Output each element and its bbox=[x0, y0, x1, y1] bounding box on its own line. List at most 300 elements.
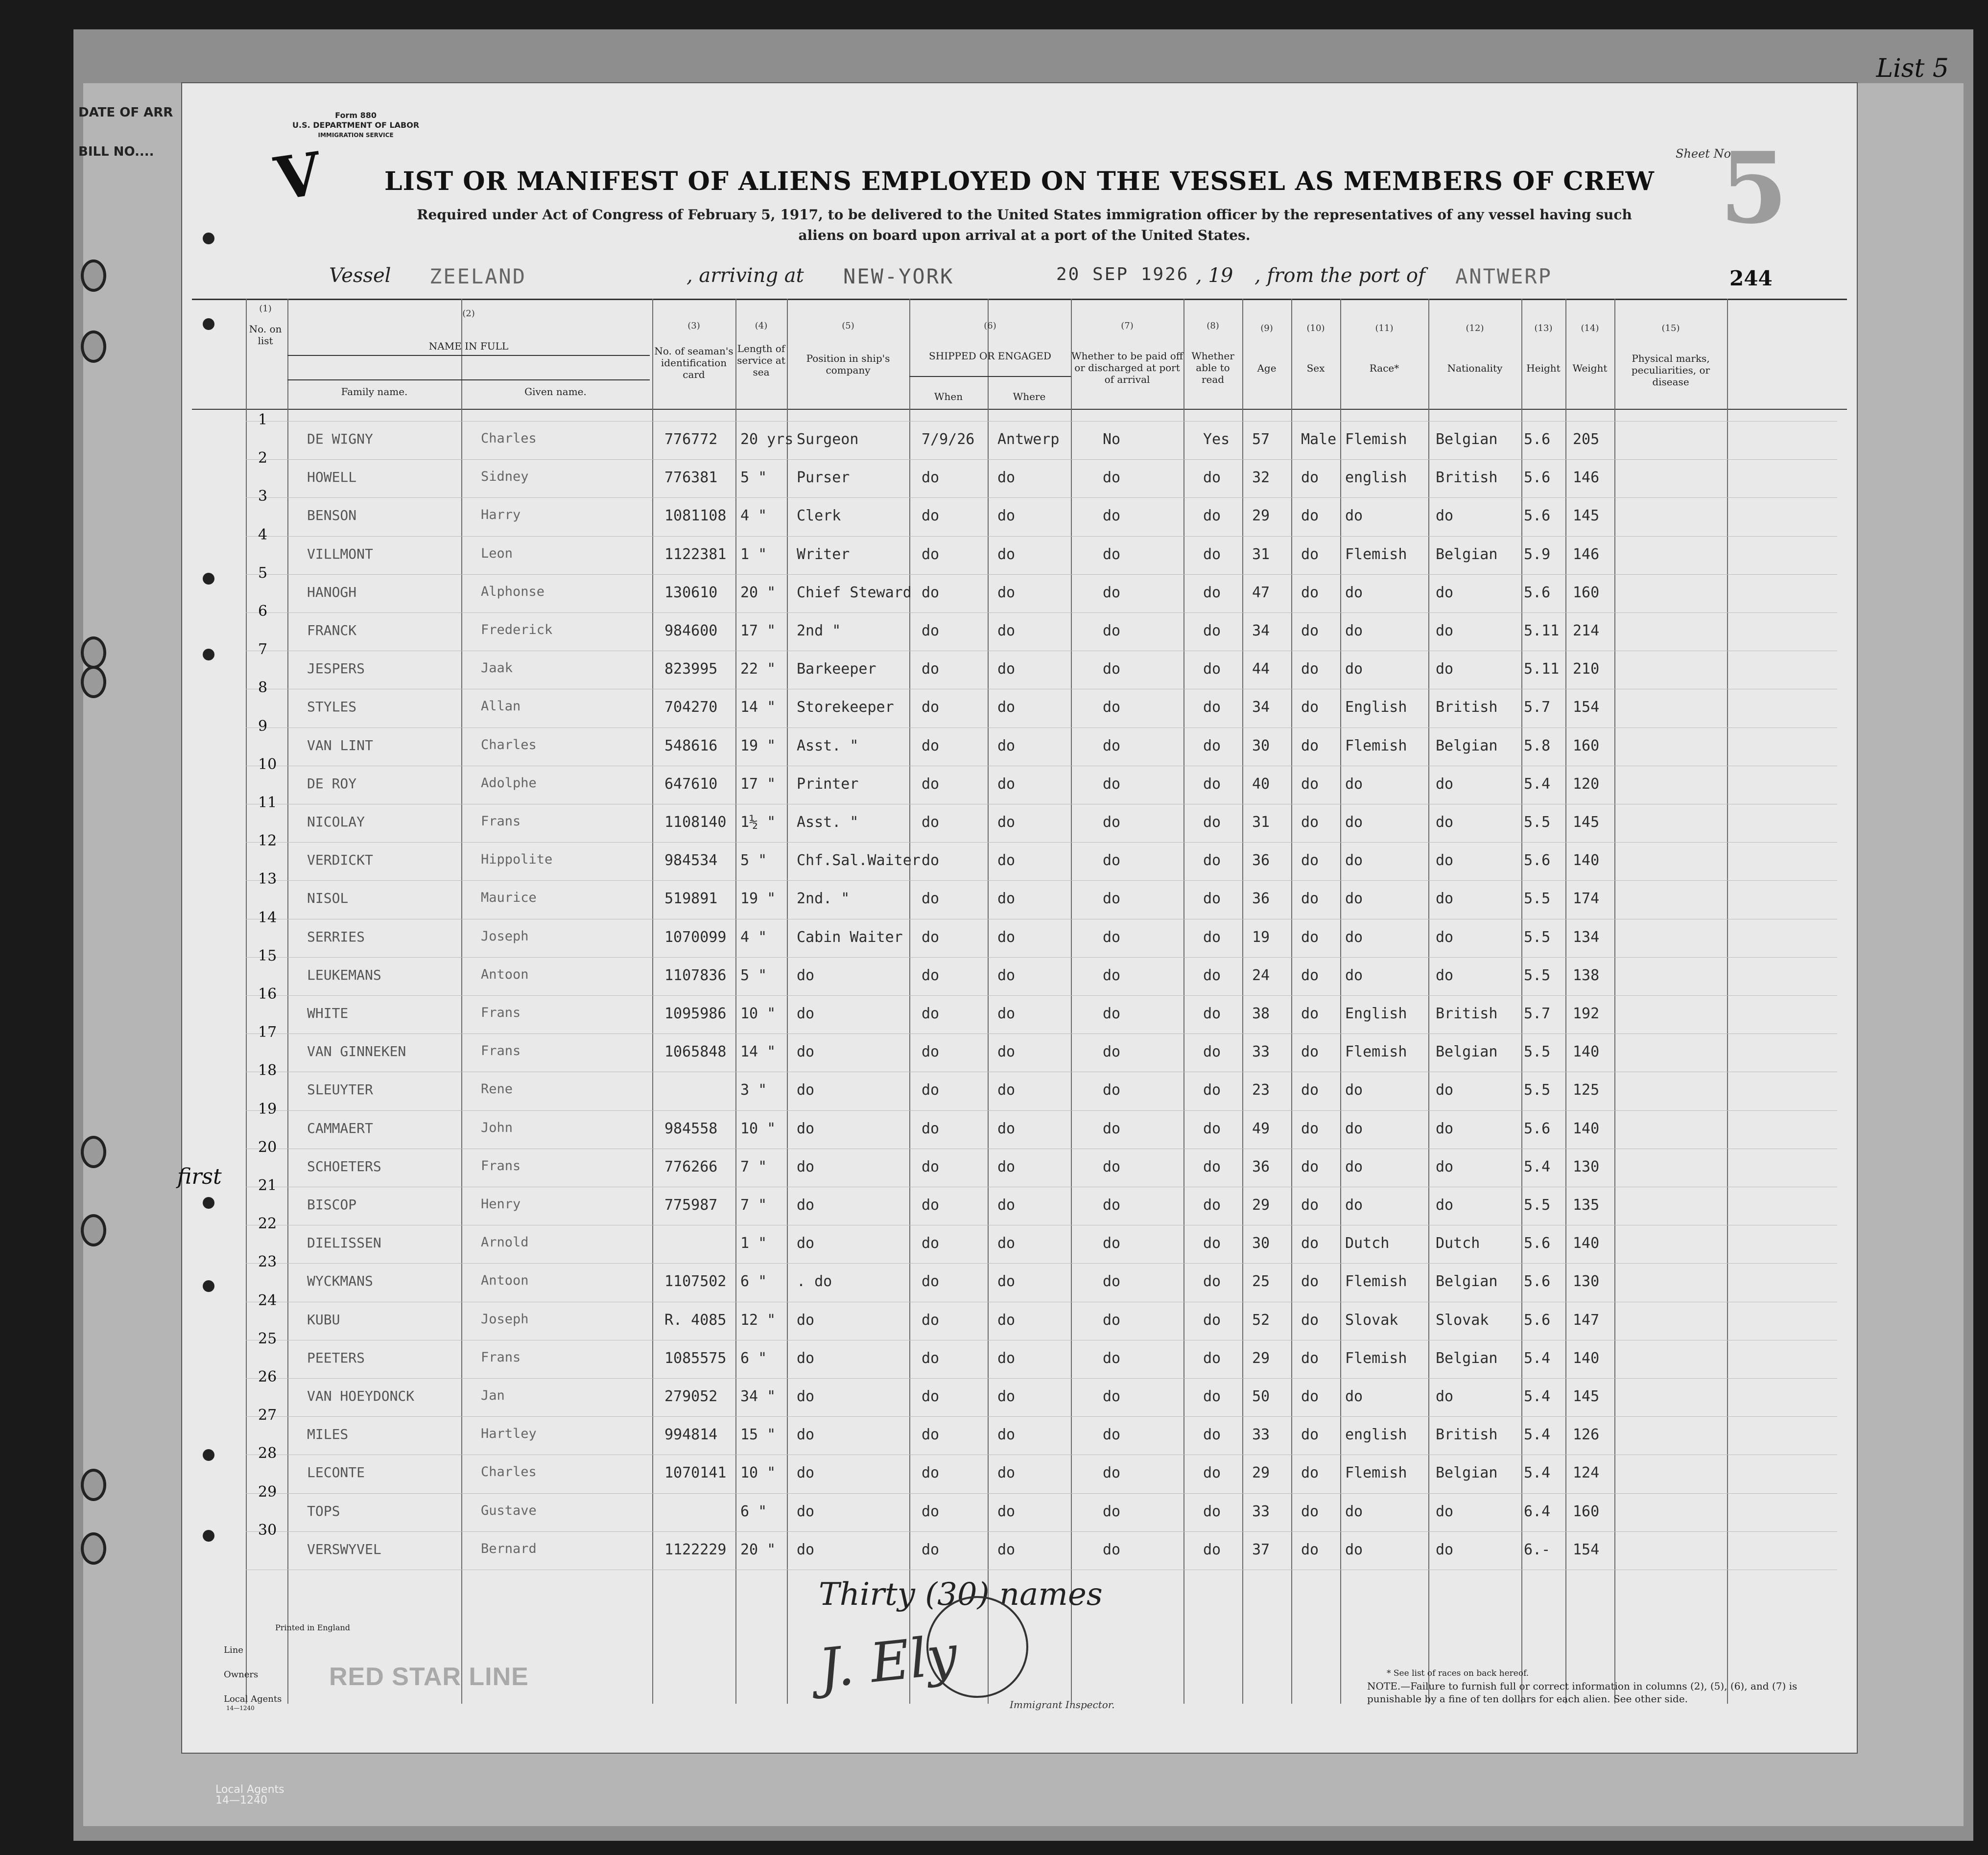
shipped-when-cell: do bbox=[922, 814, 940, 831]
height-cell: 6.- bbox=[1524, 1541, 1551, 1558]
shipped-when-cell: do bbox=[922, 1081, 940, 1099]
given-name-cell: Frans bbox=[481, 1005, 521, 1020]
table-row bbox=[182, 947, 1857, 1000]
service-length-cell: 15 " bbox=[740, 1426, 776, 1444]
paid-off-cell: do bbox=[1103, 737, 1121, 754]
service-length-cell: 14 " bbox=[740, 1043, 776, 1061]
col13-number: (13) bbox=[1534, 323, 1553, 333]
arriving-label: , arriving at bbox=[686, 264, 804, 287]
sex-cell: do bbox=[1301, 1005, 1319, 1022]
position-cell: Surgeon bbox=[797, 431, 859, 448]
race-cell: do bbox=[1345, 775, 1363, 793]
position-cell: do bbox=[797, 1235, 815, 1252]
position-cell: do bbox=[797, 1388, 815, 1405]
shipped-where-cell: do bbox=[997, 966, 1016, 984]
given-name-cell: John bbox=[481, 1120, 513, 1135]
height-cell: 5.11 bbox=[1524, 622, 1560, 639]
family-name-cell: DE ROY bbox=[307, 775, 357, 792]
height-cell: 5.5 bbox=[1524, 814, 1551, 831]
weight-cell: 130 bbox=[1573, 1273, 1600, 1291]
paid-off-cell: do bbox=[1103, 507, 1121, 525]
sex-cell: do bbox=[1301, 1311, 1319, 1329]
shipped-when-cell: do bbox=[922, 1311, 940, 1329]
given-name-cell: Henry bbox=[481, 1197, 521, 1212]
position-cell: Asst. " bbox=[797, 814, 859, 831]
manifest-number: 244 bbox=[1729, 266, 1773, 290]
nationality-cell: do bbox=[1436, 1197, 1454, 1214]
able-to-read-cell: do bbox=[1203, 890, 1221, 908]
nationality-cell: do bbox=[1436, 852, 1454, 869]
nationality-cell: Belgian bbox=[1436, 1349, 1498, 1367]
service-length-cell: 5 " bbox=[740, 966, 767, 984]
weight-cell: 214 bbox=[1573, 622, 1600, 639]
shipped-where-cell: do bbox=[997, 1005, 1016, 1022]
table-row bbox=[182, 1407, 1857, 1459]
family-name-cell: VAN GINNEKEN bbox=[307, 1043, 406, 1060]
paid-off-cell: do bbox=[1103, 852, 1121, 869]
col2-family-header: Family name. bbox=[341, 386, 408, 398]
nationality-cell: do bbox=[1436, 622, 1454, 639]
race-cell: do bbox=[1345, 1388, 1363, 1405]
shipped-when-cell: do bbox=[922, 1426, 940, 1444]
table-row bbox=[182, 717, 1857, 771]
nationality-cell: do bbox=[1436, 775, 1454, 793]
shipped-where-cell: do bbox=[997, 507, 1016, 525]
position-cell: 2nd. " bbox=[797, 890, 850, 908]
weight-cell: 134 bbox=[1573, 928, 1600, 946]
weight-cell: 140 bbox=[1573, 1043, 1600, 1061]
shipped-where-cell: do bbox=[997, 928, 1016, 946]
header-bottom-rule bbox=[192, 409, 1847, 410]
shipped-when-cell: do bbox=[922, 507, 940, 525]
department: U.S. DEPARTMENT OF LABOR bbox=[292, 120, 420, 130]
age-cell: 29 bbox=[1252, 1349, 1270, 1367]
paid-off-cell: do bbox=[1103, 1349, 1121, 1367]
table-row bbox=[182, 1483, 1857, 1536]
position-cell: Cabin Waiter bbox=[797, 928, 903, 946]
age-cell: 29 bbox=[1252, 507, 1270, 525]
age-cell: 40 bbox=[1252, 775, 1270, 793]
col15-header: Physical marks, peculiarities, or disease bbox=[1631, 352, 1710, 388]
back-agents-code: 14—1240 bbox=[215, 1794, 267, 1807]
able-to-read-cell: do bbox=[1203, 1197, 1221, 1214]
punch-hole bbox=[81, 330, 106, 363]
row-number: 2 bbox=[258, 449, 268, 467]
year-suffix: , 19 bbox=[1196, 264, 1233, 287]
age-cell: 33 bbox=[1252, 1043, 1270, 1061]
shipped-when-cell: do bbox=[922, 699, 940, 716]
family-name-cell: STYLES bbox=[307, 699, 357, 715]
able-to-read-cell: do bbox=[1203, 1235, 1221, 1252]
weight-cell: 124 bbox=[1573, 1464, 1600, 1482]
given-name-cell: Rene bbox=[481, 1081, 513, 1097]
service-length-cell: 1 " bbox=[740, 545, 767, 563]
weight-cell: 120 bbox=[1573, 775, 1600, 793]
given-name-cell: Frans bbox=[481, 1349, 521, 1365]
arrival-date: 20 SEP 1926 bbox=[1056, 264, 1189, 284]
sex-cell: do bbox=[1301, 1464, 1319, 1482]
race-cell: do bbox=[1345, 814, 1363, 831]
paid-off-cell: do bbox=[1103, 660, 1121, 678]
col5-number: (5) bbox=[842, 321, 854, 331]
nationality-cell: do bbox=[1436, 1503, 1454, 1520]
age-cell: 33 bbox=[1252, 1426, 1270, 1444]
nationality-cell: British bbox=[1436, 1005, 1498, 1022]
card-number-cell: 984534 bbox=[664, 852, 718, 869]
paid-off-cell: do bbox=[1103, 469, 1121, 487]
col1-header: No. on list bbox=[249, 323, 282, 347]
col3-number: (3) bbox=[687, 321, 700, 331]
race-cell: do bbox=[1345, 622, 1363, 639]
table-row bbox=[182, 1177, 1857, 1233]
paid-off-cell: do bbox=[1103, 1197, 1121, 1214]
row-number: 18 bbox=[258, 1062, 277, 1080]
fine-note: NOTE.—Failure to furnish full or correct information in columns (2), (5), (6), and (7) is punishable by a fine of ten dollars for each alien. See other side. bbox=[1367, 1680, 1798, 1705]
weight-cell: 174 bbox=[1573, 890, 1600, 908]
card-number-cell: 984558 bbox=[664, 1120, 718, 1137]
family-name-cell: LEUKEMANS bbox=[307, 966, 381, 983]
family-name-cell: DIELISSEN bbox=[307, 1235, 381, 1251]
card-number-cell: 1085575 bbox=[664, 1349, 727, 1367]
nationality-cell: British bbox=[1436, 469, 1498, 487]
shipped-when-cell: do bbox=[922, 1349, 940, 1367]
service-length-cell: 17 " bbox=[740, 775, 776, 793]
able-to-read-cell: do bbox=[1203, 737, 1221, 754]
nationality-cell: do bbox=[1436, 660, 1454, 678]
form-label bbox=[292, 111, 419, 140]
row-number: 21 bbox=[258, 1177, 277, 1194]
shipped-where-cell: do bbox=[997, 1464, 1016, 1482]
able-to-read-cell: do bbox=[1203, 966, 1221, 984]
shipped-where-cell: do bbox=[997, 1197, 1016, 1214]
position-cell: do bbox=[797, 1426, 815, 1444]
paid-off-cell: do bbox=[1103, 699, 1121, 716]
shipped-where-cell: do bbox=[997, 1349, 1016, 1367]
height-cell: 5.5 bbox=[1524, 1043, 1551, 1061]
age-cell: 38 bbox=[1252, 1005, 1270, 1022]
able-to-read-cell: do bbox=[1203, 1081, 1221, 1099]
race-cell: do bbox=[1345, 928, 1363, 946]
shipped-where-cell: do bbox=[997, 622, 1016, 639]
nationality-cell: do bbox=[1436, 1541, 1454, 1558]
height-cell: 5.7 bbox=[1524, 1005, 1551, 1022]
table-row bbox=[182, 1138, 1857, 1192]
race-cell: Flemish bbox=[1345, 1464, 1407, 1482]
table-row bbox=[182, 411, 1857, 464]
shipped-when-cell: do bbox=[922, 1120, 940, 1137]
service-length-cell: 22 " bbox=[740, 660, 776, 678]
race-cell: Flemish bbox=[1345, 1043, 1407, 1061]
paid-off-cell: do bbox=[1103, 775, 1121, 793]
card-number-cell: 279052 bbox=[664, 1388, 718, 1405]
nationality-cell: do bbox=[1436, 928, 1454, 946]
sex-cell: do bbox=[1301, 1081, 1319, 1099]
weight-cell: 205 bbox=[1573, 431, 1600, 448]
col2-given-header: Given name. bbox=[524, 386, 587, 398]
table-row bbox=[182, 564, 1857, 617]
age-cell: 36 bbox=[1252, 890, 1270, 908]
table-row bbox=[182, 986, 1857, 1038]
col3-header: No. of seaman's identification card bbox=[654, 345, 734, 380]
able-to-read-cell: do bbox=[1203, 699, 1221, 716]
given-name-cell: Antoon bbox=[481, 966, 529, 982]
given-name-cell: Bernard bbox=[481, 1541, 537, 1556]
back-date-label: DATE OF ARR bbox=[78, 105, 173, 120]
shipped-where-cell: do bbox=[997, 1043, 1016, 1061]
height-cell: 5.4 bbox=[1524, 1158, 1551, 1175]
position-cell: do bbox=[797, 1081, 815, 1099]
list-tag: List 5 bbox=[1876, 54, 1949, 83]
col9-number: (9) bbox=[1260, 323, 1273, 333]
printed-note: Printed in England bbox=[275, 1623, 350, 1632]
height-cell: 5.4 bbox=[1524, 1426, 1551, 1444]
nationality-cell: Belgian bbox=[1436, 545, 1498, 563]
row-number: 3 bbox=[258, 488, 268, 505]
given-name-cell: Sidney bbox=[481, 469, 529, 485]
sex-cell: do bbox=[1301, 890, 1319, 908]
shipped-where-cell: do bbox=[997, 814, 1016, 831]
col6-number: (6) bbox=[984, 321, 996, 331]
age-cell: 36 bbox=[1252, 1158, 1270, 1175]
row-number: 17 bbox=[258, 1024, 277, 1041]
family-name-cell: CAMMAERT bbox=[307, 1120, 373, 1136]
col4-header: Length of service at sea bbox=[737, 343, 785, 378]
height-cell: 5.7 bbox=[1524, 699, 1551, 716]
row-number: 4 bbox=[258, 526, 268, 543]
footnotes bbox=[1367, 1667, 1837, 1705]
family-name-cell: NICOLAY bbox=[307, 814, 365, 830]
sex-cell: do bbox=[1301, 1541, 1319, 1558]
weight-cell: 140 bbox=[1573, 852, 1600, 869]
position-cell: do bbox=[797, 1197, 815, 1214]
family-name-cell: LECONTE bbox=[307, 1464, 365, 1481]
service-length-cell: 10 " bbox=[740, 1464, 776, 1482]
col14-number: (14) bbox=[1581, 323, 1599, 333]
shipped-when-cell: do bbox=[922, 1464, 940, 1482]
able-to-read-cell: do bbox=[1203, 1043, 1221, 1061]
nationality-cell: do bbox=[1436, 890, 1454, 908]
age-cell: 32 bbox=[1252, 469, 1270, 487]
shipped-where-cell: do bbox=[997, 1426, 1016, 1444]
shipped-where-cell: do bbox=[997, 1120, 1016, 1137]
agents-label: Local Agents bbox=[224, 1694, 282, 1704]
race-cell: Dutch bbox=[1345, 1235, 1390, 1252]
able-to-read-cell: do bbox=[1203, 852, 1221, 869]
row-number: 30 bbox=[258, 1521, 277, 1539]
shipped-when-cell: do bbox=[922, 622, 940, 639]
back-agents bbox=[215, 1785, 284, 1806]
able-to-read-cell: do bbox=[1203, 1311, 1221, 1329]
table-row bbox=[182, 909, 1857, 962]
service-length-cell: 17 " bbox=[740, 622, 776, 639]
paid-off-cell: do bbox=[1103, 928, 1121, 946]
service-length-cell: 7 " bbox=[740, 1197, 767, 1214]
service-length-cell: 10 " bbox=[740, 1120, 776, 1137]
sex-cell: do bbox=[1301, 737, 1319, 754]
back-sheet-labels bbox=[78, 93, 173, 171]
card-number-cell: 776266 bbox=[664, 1158, 718, 1175]
check-mark: V bbox=[270, 139, 326, 214]
able-to-read-cell: do bbox=[1203, 1005, 1221, 1022]
position-cell: do bbox=[797, 1043, 815, 1061]
col6-header: SHIPPED OR ENGAGED bbox=[929, 350, 1051, 362]
age-cell: 19 bbox=[1252, 928, 1270, 946]
able-to-read-cell: do bbox=[1203, 814, 1221, 831]
position-cell: 2nd " bbox=[797, 622, 841, 639]
table-row bbox=[182, 870, 1857, 923]
weight-cell: 145 bbox=[1573, 1388, 1600, 1405]
service-length-cell: 6 " bbox=[740, 1349, 767, 1367]
nationality-cell: do bbox=[1436, 1120, 1454, 1137]
height-cell: 5.6 bbox=[1524, 584, 1551, 601]
weight-cell: 140 bbox=[1573, 1120, 1600, 1137]
shipped-where-cell: do bbox=[997, 775, 1016, 793]
service-length-cell: 7 " bbox=[740, 1158, 767, 1175]
red-star-line-stamp: RED STAR LINE bbox=[329, 1663, 529, 1691]
family-name-cell: SLEUYTER bbox=[307, 1081, 373, 1098]
height-cell: 5.4 bbox=[1524, 1464, 1551, 1482]
card-number-cell: 1122229 bbox=[664, 1541, 727, 1558]
able-to-read-cell: do bbox=[1203, 469, 1221, 487]
manifest-header bbox=[182, 83, 1857, 299]
owners-label: Owners bbox=[224, 1669, 259, 1680]
paid-off-cell: do bbox=[1103, 1081, 1121, 1099]
nationality-cell: do bbox=[1436, 1388, 1454, 1405]
paid-off-cell: do bbox=[1103, 1311, 1121, 1329]
table-row bbox=[182, 794, 1857, 850]
height-cell: 5.9 bbox=[1524, 545, 1551, 563]
shipped-where-cell: do bbox=[997, 1081, 1016, 1099]
table-row bbox=[182, 832, 1857, 885]
col12-header: Nationality bbox=[1447, 362, 1503, 374]
height-cell: 5.6 bbox=[1524, 431, 1551, 448]
shipped-where-cell: do bbox=[997, 890, 1016, 908]
weight-cell: 210 bbox=[1573, 660, 1600, 678]
age-cell: 47 bbox=[1252, 584, 1270, 601]
family-name-cell: NISOL bbox=[307, 890, 349, 907]
family-name-cell: WHITE bbox=[307, 1005, 349, 1021]
table-row bbox=[182, 1253, 1857, 1306]
family-name-cell: PEETERS bbox=[307, 1349, 365, 1366]
age-cell: 24 bbox=[1252, 966, 1270, 984]
family-name-cell: HANOGH bbox=[307, 584, 357, 600]
page-hole bbox=[203, 318, 214, 330]
subheader-rule bbox=[287, 379, 650, 380]
row-number: 28 bbox=[258, 1445, 277, 1462]
weight-cell: 130 bbox=[1573, 1158, 1600, 1175]
given-name-cell: Gustave bbox=[481, 1503, 537, 1518]
sex-cell: do bbox=[1301, 775, 1319, 793]
weight-cell: 126 bbox=[1573, 1426, 1600, 1444]
row-number: 1 bbox=[258, 411, 268, 428]
given-name-cell: Joseph bbox=[481, 928, 529, 944]
nationality-cell: British bbox=[1436, 1426, 1498, 1444]
position-cell: do bbox=[797, 1541, 815, 1558]
race-cell: do bbox=[1345, 660, 1363, 678]
position-cell: Purser bbox=[797, 469, 850, 487]
sex-cell: do bbox=[1301, 1158, 1319, 1175]
table-row bbox=[182, 1215, 1857, 1271]
table-row bbox=[182, 1330, 1857, 1383]
row-number: 10 bbox=[258, 755, 277, 773]
nationality-cell: do bbox=[1436, 1081, 1454, 1099]
col7-header: Whether to be paid off or discharged at port of arrival bbox=[1071, 350, 1183, 385]
inspector-label: Immigrant Inspector. bbox=[1010, 1699, 1115, 1711]
height-cell: 5.8 bbox=[1524, 737, 1551, 754]
able-to-read-cell: do bbox=[1203, 1273, 1221, 1291]
able-to-read-cell: do bbox=[1203, 545, 1221, 563]
able-to-read-cell: do bbox=[1203, 1503, 1221, 1520]
service-length-cell: 1½ " bbox=[740, 814, 776, 831]
col6-where-header: Where bbox=[1013, 391, 1046, 402]
service-length-cell: 20 " bbox=[740, 1541, 776, 1558]
table-row bbox=[182, 1445, 1857, 1498]
height-cell: 5.4 bbox=[1524, 775, 1551, 793]
shipped-when-cell: 7/9/26 bbox=[922, 431, 975, 448]
able-to-read-cell: do bbox=[1203, 660, 1221, 678]
able-to-read-cell: Yes bbox=[1203, 431, 1230, 448]
sex-cell: do bbox=[1301, 814, 1319, 831]
punch-hole bbox=[81, 1136, 106, 1168]
col6-when-header: When bbox=[934, 391, 963, 402]
col9-header: Age bbox=[1257, 362, 1277, 374]
shipped-where-cell: do bbox=[997, 660, 1016, 678]
given-name-cell: Charles bbox=[481, 431, 537, 446]
race-cell: english bbox=[1345, 469, 1407, 487]
card-number-cell: R. 4085 bbox=[664, 1311, 727, 1329]
paid-off-cell: do bbox=[1103, 1464, 1121, 1482]
paid-off-cell: do bbox=[1103, 1005, 1121, 1022]
row-number: 6 bbox=[258, 603, 268, 620]
shipped-where-cell: do bbox=[997, 737, 1016, 754]
arrival-port: NEW-YORK bbox=[843, 264, 954, 288]
form-number: Form 880 bbox=[335, 111, 377, 120]
weight-cell: 147 bbox=[1573, 1311, 1600, 1329]
sex-cell: do bbox=[1301, 1197, 1319, 1214]
height-cell: 5.6 bbox=[1524, 1120, 1551, 1137]
height-cell: 5.5 bbox=[1524, 890, 1551, 908]
table-row bbox=[182, 1062, 1857, 1115]
page-title: LIST OR MANIFEST OF ALIENS EMPLOYED ON THE VESSEL AS MEMBERS OF CREW bbox=[384, 166, 1655, 196]
row-number: 29 bbox=[258, 1483, 277, 1501]
position-cell: do bbox=[797, 1311, 815, 1329]
paid-off-cell: No bbox=[1103, 431, 1121, 448]
sex-cell: do bbox=[1301, 1120, 1319, 1137]
inspector-signature: J. Ely bbox=[816, 1623, 961, 1700]
able-to-read-cell: do bbox=[1203, 1426, 1221, 1444]
table-row bbox=[182, 449, 1857, 502]
nationality-cell: do bbox=[1436, 814, 1454, 831]
race-cell: english bbox=[1345, 1426, 1407, 1444]
height-cell: 5.5 bbox=[1524, 1197, 1551, 1214]
shipped-where-cell: do bbox=[997, 469, 1016, 487]
sex-cell: do bbox=[1301, 507, 1319, 525]
family-name-cell: VERDICKT bbox=[307, 852, 373, 869]
given-name-cell: Allan bbox=[481, 699, 521, 714]
col2-number: (2) bbox=[462, 308, 475, 319]
row-rule bbox=[246, 421, 1837, 422]
position-cell: Writer bbox=[797, 545, 850, 563]
given-name-cell: Charles bbox=[481, 1464, 537, 1480]
shipped-when-cell: do bbox=[922, 1388, 940, 1405]
sex-cell: do bbox=[1301, 584, 1319, 601]
age-cell: 34 bbox=[1252, 699, 1270, 716]
given-name-cell: Hippolite bbox=[481, 852, 553, 868]
shipped-when-cell: do bbox=[922, 737, 940, 754]
shipped-when-cell: do bbox=[922, 1273, 940, 1291]
card-number-cell: 1095986 bbox=[664, 1005, 727, 1022]
nationality-cell: Slovak bbox=[1436, 1311, 1489, 1329]
